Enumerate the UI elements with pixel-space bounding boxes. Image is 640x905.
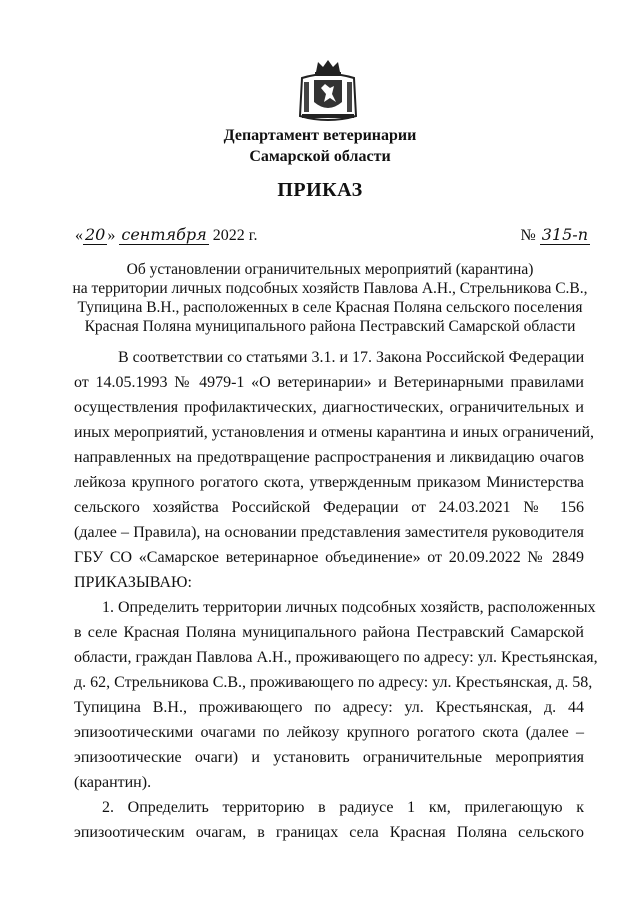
body-line: ПРИКАЗЫВАЮ: [74,574,192,591]
order-date [75,225,257,245]
org-line-2: Самарской области [249,148,391,165]
samara-coat-of-arms-icon [296,58,360,124]
body-line: осуществления профилактических, диагностических, ограничительных и [74,399,584,416]
body-line: Тупицина В.Н., проживающего по адресу: ул. Крестьянская, д. 44 [74,699,584,716]
body-line: эпизоотическим очагам, в границах села Красная Поляна сельского [74,824,584,841]
body-line: (далее – Правила), на основании представления заместителя руководителя [74,524,584,541]
body-line: области, граждан Павлова А.Н., проживающего по адресу: ул. Крестьянская, [74,649,598,666]
number-prefix: № [520,227,536,244]
date-month: сентября [121,225,207,244]
organization-name [0,125,640,167]
subject-line: на территории личных подсобных хозяйств Павлова А.Н., Стрельникова С.В., [72,280,588,297]
date-open-quote: « [75,227,83,244]
body-line: эпизоотические очаги) и установить ограничительные мероприятия [74,749,584,766]
body-line: лейкоза крупного рогатого скота, утвержденным приказом Министерства [74,474,584,491]
subject-line: Об установлении ограничительных мероприятий (карантина) [126,261,534,278]
number-value: 315-п [541,225,588,244]
order-body [74,345,598,845]
body-line: ГБУ СО «Самарское ветеринарное объединение» от 20.09.2022 № 2849 [74,549,584,566]
document-title: ПРИКАЗ [277,179,363,201]
body-line: (карантин). [74,774,152,791]
date-day: 20 [85,225,106,244]
body-line: 1. Определить территории личных подсобных хозяйств, расположенных [102,599,596,616]
body-line: д. 62, Стрельникова С.В., проживающего по адресу: ул. Крестьянская, д. 58, [74,674,593,691]
body-line: от 14.05.1993 № 4979-1 «О ветеринарии» и Ветеринарными правилами [74,374,584,391]
order-number [520,225,590,245]
org-line-1: Департамент ветеринарии [223,127,417,144]
body-line: сельского хозяйства Российской Федерации от 24.03.2021 № 156 [74,499,584,516]
date-year: 2022 г. [212,227,258,244]
body-line: в селе Красная Поляна муниципального района Пестравский Самарской [74,624,584,641]
body-line: направленных на предотвращение распространения и ликвидацию очагов [74,449,584,466]
date-close-quote: » [107,227,116,244]
order-subject [60,260,600,336]
body-line: 2. Определить территорию в радиусе 1 км, прилегающую к [102,799,584,816]
body-line: иных мероприятий, установления и отмены карантина и иных ограничений, [74,424,595,441]
subject-line: Красная Поляна муниципального района Пестравский Самарской области [84,318,576,335]
body-line: В соответствии со статьями 3.1. и 17. Закона Российской Федерации [118,349,585,366]
subject-line: Тупицина В.Н., расположенных в селе Красная Поляна сельского поселения [77,299,583,316]
body-line: эпизоотическими очагами по лейкозу крупного рогатого скота (далее – [74,724,584,741]
